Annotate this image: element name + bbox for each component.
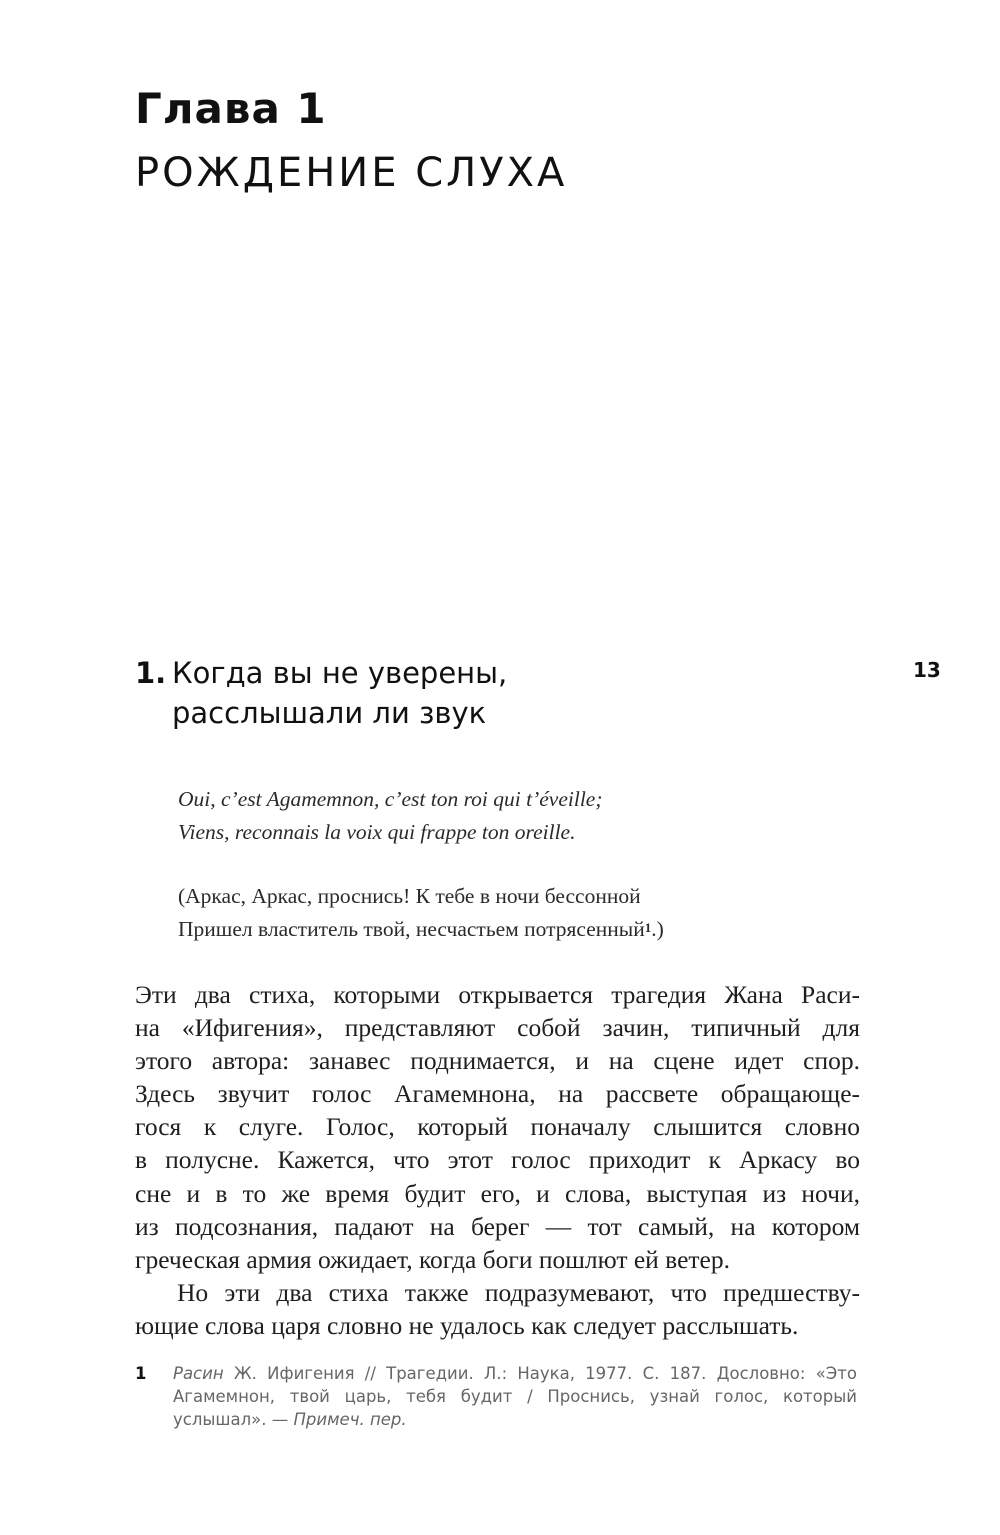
epigraph-russian-line-2: [178, 913, 818, 946]
body-line: ющие слова царя словно не удалось как следует расслышать.: [135, 1310, 799, 1340]
translator-note: Примеч. пер.: [293, 1410, 407, 1429]
footnote-line-2: Агамемнон, твой царь, тебя будит / Проснись, узнай голос, который: [173, 1387, 857, 1406]
body-text: [135, 978, 860, 1342]
body-line: гося к слуге. Голос, который поначалу слышится словно: [135, 1112, 860, 1142]
epigraph-russian: [178, 880, 818, 946]
footnote-line-3: [135, 1408, 857, 1431]
footnote: [135, 1362, 857, 1431]
epigraph-french-line-2: Viens, reconnais la voix qui frappe ton oreille.: [178, 820, 576, 844]
epigraph-french: [178, 783, 818, 849]
section-heading: [135, 653, 835, 733]
page-number: 13: [913, 658, 941, 682]
body-line: в полусне. Кажется, что этот голос приходит к Аркасу во: [135, 1145, 860, 1175]
section-number: 1.: [135, 656, 167, 690]
epigraph-closing: .): [651, 917, 664, 941]
epigraph-russian-line-2-text: Пришел властитель твой, несчастьем потрясенный: [178, 917, 645, 941]
body-line: греческая армия ожидает, когда боги пошлют ей ветер.: [135, 1244, 730, 1274]
footnote-line-3-start: услышал». —: [173, 1410, 294, 1429]
body-line: сне и в то же время будит его, и слова, выступая из ночи,: [135, 1178, 860, 1208]
body-line: из подсознания, падают на берег — тот самый, на котором: [135, 1211, 860, 1241]
body-line: Здесь звучит голос Агамемнона, на рассвете обращающе-: [135, 1079, 860, 1109]
section-title-line-2: расслышали ли звук: [172, 696, 487, 730]
footnote-line-1: [135, 1362, 857, 1385]
body-line: Но эти два стиха также подразумевают, что предшеству-: [177, 1277, 860, 1307]
footnote-reference[interactable]: 1: [644, 920, 652, 935]
epigraph-russian-line-1: (Аркас, Аркас, проснись! К тебе в ночи бессонной: [178, 884, 641, 908]
epigraph-french-line-1: Oui, c’est Agamemnon, c’est ton roi qui t’éveille;: [178, 787, 603, 811]
body-line: Эти два стиха, которыми открывается трагедия Жана Раси-: [135, 980, 860, 1009]
body-line: на «Ифигения», представляют собой зачин, типичный для: [135, 1013, 860, 1043]
footnote-author: Расин: [173, 1364, 224, 1383]
section-title-line-1: Когда вы не уверены,: [172, 656, 508, 690]
footnote-line-1-rest: Ж. Ифигения // Трагедии. Л.: Наука, 1977. С. 187. Дословно: «Это: [223, 1364, 857, 1383]
body-line: этого автора: занавес поднимается, и на сцене идет спор.: [135, 1046, 860, 1076]
footnote-mark: 1: [135, 1364, 147, 1383]
chapter-label: Глава 1: [135, 84, 327, 133]
chapter-title: РОЖДЕНИЕ СЛУХА: [135, 150, 568, 196]
